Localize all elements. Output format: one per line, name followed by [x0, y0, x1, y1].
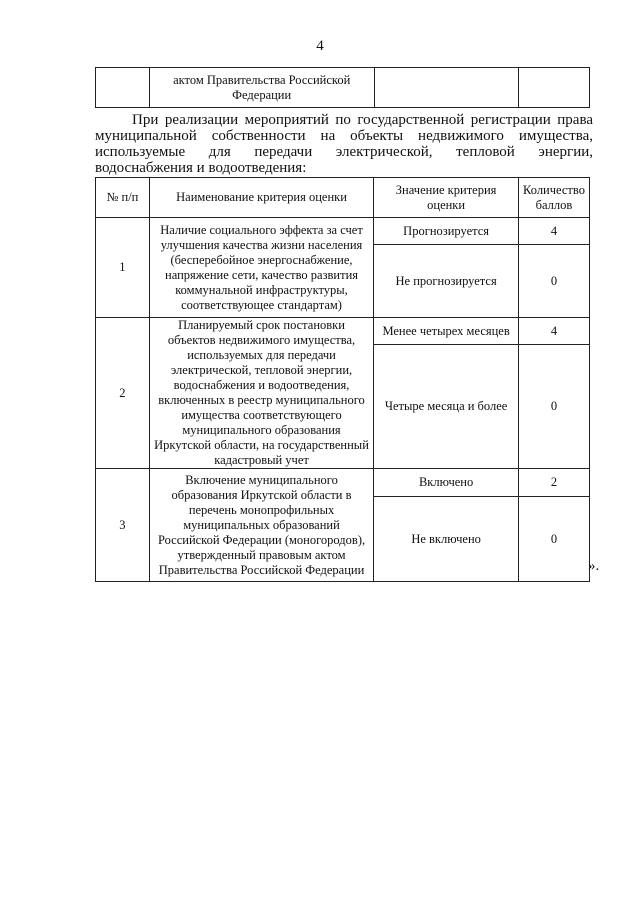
header-name: Наименование критерия оценки [149, 178, 373, 218]
row-value: Не прогнозируется [374, 245, 519, 318]
empty-cell [374, 68, 519, 108]
closing-quote: ». [588, 558, 600, 574]
row-criterion: Включение муниципального образования Иркутской области в перечень монопрофильных муниципальных образований Российской Федерации (моногородов), утвержденный правовым актом Правительства Российской Федерации [149, 469, 373, 582]
row-value: Прогнозируется [374, 218, 519, 245]
row-score: 4 [518, 318, 589, 345]
table-row [96, 218, 590, 245]
row-score: 0 [518, 345, 589, 469]
row-criterion: Наличие социального эффекта за счет улучшения качества жизни населения (бесперебойное энергоснабжение, напряжение сети, качество развития коммунальной инфраструктуры, соответствующее стандартам) [149, 218, 373, 318]
row-score: 0 [518, 497, 589, 582]
table-row [96, 469, 590, 497]
table-row [96, 318, 590, 345]
table-header-row [96, 178, 590, 218]
row-score: 0 [518, 245, 589, 318]
row-score: 4 [518, 218, 589, 245]
row-num: 3 [96, 469, 150, 582]
row-score: 2 [518, 469, 589, 497]
empty-cell [96, 68, 150, 108]
row-value: Включено [374, 469, 519, 497]
empty-cell [519, 68, 590, 108]
row-value: Менее четырех месяцев [374, 318, 519, 345]
row-value: Четыре месяца и более [374, 345, 519, 469]
row-criterion: Планируемый срок постановки объектов недвижимого имущества, используемых для передачи электрической, тепловой энергии, водоснабжения и водоотведения, включенных в реестр муниципального имущества соответствующего муниципального образования Иркутской области, на государственный кадастровый учет [149, 318, 373, 469]
intro-paragraph: При реализации мероприятий по государственной регистрации права муниципальной собственности на объекты недвижимого имущества, используемые для передачи электрической, тепловой энергии, водоснабжения и водоотведения: [95, 112, 593, 176]
header-score: Количество баллов [518, 178, 589, 218]
page-number: 4 [316, 38, 324, 54]
header-value: Значение критерия оценки [374, 178, 519, 218]
row-num: 1 [96, 218, 150, 318]
row-num: 2 [96, 318, 150, 469]
row-value: Не включено [374, 497, 519, 582]
continued-cell-text: актом Правительства Российской Федерации [149, 68, 374, 108]
continued-table-fragment [95, 67, 590, 108]
header-num: № п/п [96, 178, 150, 218]
criteria-table [95, 177, 590, 582]
